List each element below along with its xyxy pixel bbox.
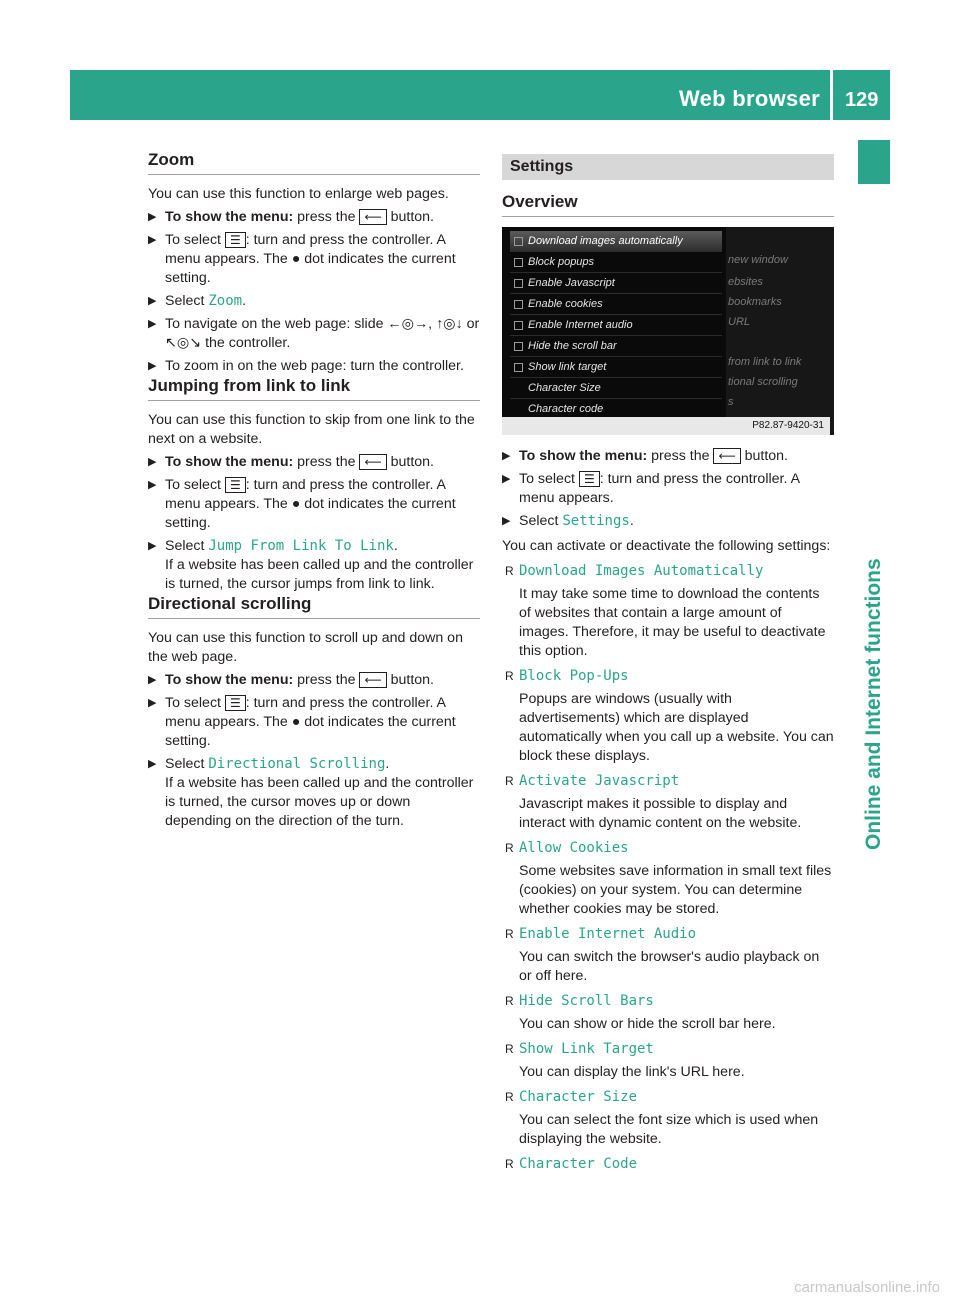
setting-desc: Popups are windows (usually with advertisements) which are displayed automatically when you call up a website. You can block these displays. xyxy=(519,691,834,764)
setting-item: R Hide Scroll Bars xyxy=(505,993,654,1009)
step-arrow-icon: ▶ xyxy=(148,234,157,246)
step-arrow-icon: ▶ xyxy=(148,697,157,709)
jump-intro: You can use this function to skip from one link to the next on a website. xyxy=(148,412,475,447)
bullet-icon: R xyxy=(505,1090,514,1104)
section-title-zoom: Zoom xyxy=(148,150,480,175)
step: ▶ To show the menu: press the ⟵ button. xyxy=(148,209,435,225)
screen-menu-item: Enable Javascript xyxy=(510,273,722,294)
screen-menu-item: Block popups xyxy=(510,252,722,273)
menu-item-settings: Settings xyxy=(562,513,630,529)
bullet-icon: R xyxy=(505,564,514,578)
step-arrow-icon: ▶ xyxy=(148,674,157,686)
setting-item: R Activate Javascript xyxy=(505,773,680,789)
screen-image: new window ebsites bookmarks URL from link to link tional scrolling s Download images automatically Block popups Enable Javascript Enable cookies Enable Internet audio Hide the scroll bar Show link target Character Size Character code P82.87-9420-31 xyxy=(502,227,834,435)
setting-item: R Download Images Automatically xyxy=(505,563,764,579)
setting-item: R Show Link Target xyxy=(505,1041,654,1057)
setting-desc: Some websites save information in small text files (cookies) on your system. You can determine whether cookies may be stored. xyxy=(519,863,832,917)
screen-menu-item: Character Size xyxy=(510,378,722,399)
setting-desc: You can display the link's URL here. xyxy=(519,1064,745,1080)
step-arrow-icon: ▶ xyxy=(148,479,157,491)
step-arrow-icon: ▶ xyxy=(148,211,157,223)
setting-item: R Character Size xyxy=(505,1089,638,1105)
back-button-icon: ⟵ xyxy=(713,448,740,464)
screen-menu-item: Enable cookies xyxy=(510,294,722,315)
menu-item-directional-scrolling: Directional Scrolling xyxy=(208,756,386,772)
step: ▶ To select ☰ : turn and press the controller. A menu appears. The ● dot indicates the current setting. xyxy=(148,232,456,286)
screen-menu-item: Download images automatically xyxy=(510,231,722,252)
step: ▶ Select Settings. xyxy=(502,513,634,529)
bullet-icon: R xyxy=(505,1042,514,1056)
step: ▶ Select Zoom. xyxy=(148,293,247,309)
screen-menu-item: Character code xyxy=(510,399,722,420)
left-column xyxy=(148,150,480,831)
menu-item-zoom: Zoom xyxy=(208,293,243,309)
step: ▶ To select ☰ : turn and press the controller. A menu appears. xyxy=(502,471,800,506)
back-button-icon: ⟵ xyxy=(359,672,386,688)
section-title-overview: Overview xyxy=(502,192,834,217)
step-arrow-icon: ▶ xyxy=(502,515,511,527)
step: ▶ To select ☰ : turn and press the controller. A menu appears. The ● dot indicates the current setting. xyxy=(148,477,456,531)
side-tab-marker xyxy=(858,140,890,184)
page-header xyxy=(70,70,890,120)
bullet-icon: R xyxy=(505,774,514,788)
header-divider xyxy=(830,70,833,120)
step: ▶ To navigate on the web page: slide ←◎→, ↑◎↓ or ↖◎↘ the controller. xyxy=(148,316,480,351)
step: ▶ To show the menu: press the ⟵ button. xyxy=(148,454,435,470)
section-title-directional: Directional scrolling xyxy=(148,594,480,619)
screen-menu-item: Enable Internet audio xyxy=(510,315,722,336)
setting-desc: You can switch the browser's audio playback on or off here. xyxy=(519,949,820,984)
setting-desc: Javascript makes it possible to display and interact with dynamic content on the website. xyxy=(519,796,802,831)
step-arrow-icon: ▶ xyxy=(148,295,157,307)
setting-item: R Allow Cookies xyxy=(505,840,629,856)
side-tab-label: Online and Internet functions xyxy=(862,558,885,850)
setting-desc: You can show or hide the scroll bar here. xyxy=(519,1016,776,1032)
watermark: carmanualsonline.info xyxy=(794,1279,940,1296)
menu-icon: ☰ xyxy=(225,477,246,493)
zoom-intro: You can use this function to enlarge web pages. xyxy=(148,186,449,202)
setting-desc: It may take some time to download the contents of websites that contain a large amount of images. Therefore, it may be useful to deactivate this option. xyxy=(519,586,826,659)
setting-item: R Block Pop-Ups xyxy=(505,668,629,684)
setting-item: R Character Code xyxy=(505,1156,638,1172)
dot-icon: ● xyxy=(291,496,301,512)
step: ▶ To show the menu: press the ⟵ button. xyxy=(148,672,435,688)
step: ▶ To zoom in on the web page: turn the controller. xyxy=(148,358,464,374)
dot-icon: ● xyxy=(291,714,301,730)
bullet-icon: R xyxy=(505,1157,514,1171)
step-arrow-icon: ▶ xyxy=(502,473,511,485)
step-arrow-icon: ▶ xyxy=(148,360,157,372)
chapter-title: Web browser xyxy=(678,86,820,111)
dot-icon: ● xyxy=(291,251,301,267)
step: ▶ Select Jump From Link To Link. If a website has been called up and the controller is turned, the cursor jumps from link to link. xyxy=(148,538,474,592)
bullet-icon: R xyxy=(505,994,514,1008)
step-arrow-icon: ▶ xyxy=(148,540,157,552)
settings-band: Settings xyxy=(502,154,834,180)
setting-desc: You can select the font size which is used when displaying the website. xyxy=(519,1112,819,1147)
settings-intro: You can activate or deactivate the following settings: xyxy=(502,538,831,554)
step-arrow-icon: ▶ xyxy=(148,318,157,330)
directional-intro: You can use this function to scroll up and down on the web page. xyxy=(148,630,463,665)
menu-icon: ☰ xyxy=(225,695,246,711)
screen-menu-item: Hide the scroll bar xyxy=(510,336,722,357)
setting-item: R Enable Internet Audio xyxy=(505,926,697,942)
menu-icon: ☰ xyxy=(225,232,246,248)
step-arrow-icon: ▶ xyxy=(148,758,157,770)
screen-menu-item: Show link target xyxy=(510,357,722,378)
bullet-icon: R xyxy=(505,927,514,941)
step: ▶ To select ☰ : turn and press the controller. A menu appears. The ● dot indicates the current setting. xyxy=(148,695,456,749)
menu-item-jump-link: Jump From Link To Link xyxy=(208,538,394,554)
screen-settings-menu xyxy=(510,231,722,420)
step-arrow-icon: ▶ xyxy=(502,450,511,462)
menu-icon: ☰ xyxy=(579,471,600,487)
step: ▶ To show the menu: press the ⟵ button. xyxy=(502,448,789,464)
step-arrow-icon: ▶ xyxy=(148,456,157,468)
bullet-icon: R xyxy=(505,669,514,683)
section-title-jump: Jumping from link to link xyxy=(148,376,480,401)
right-column xyxy=(502,150,834,1174)
step: ▶ Select Directional Scrolling. If a website has been called up and the controller is turned, the cursor moves up or down depending on the direction of the turn. xyxy=(148,756,474,829)
back-button-icon: ⟵ xyxy=(359,454,386,470)
back-button-icon: ⟵ xyxy=(359,209,386,225)
image-code: P82.87-9420-31 xyxy=(502,417,830,435)
page-number: 129 xyxy=(845,89,879,111)
bullet-icon: R xyxy=(505,841,514,855)
